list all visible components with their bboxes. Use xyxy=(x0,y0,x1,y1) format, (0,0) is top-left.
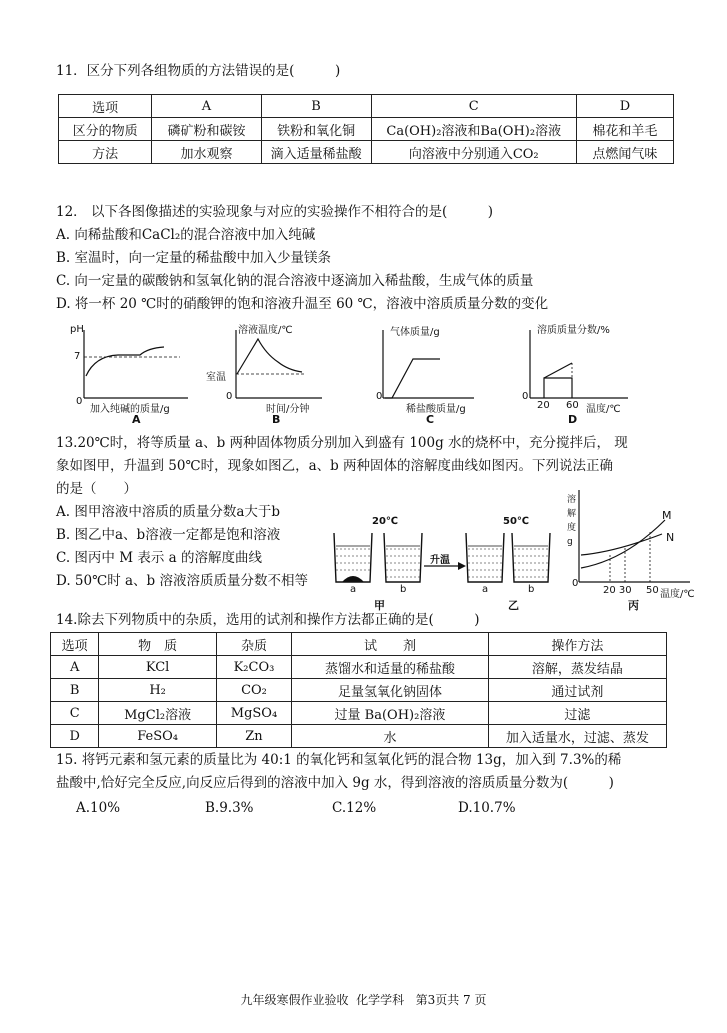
q13-temp-20: 20℃ xyxy=(372,516,399,527)
q13-sol-origin: 0 xyxy=(572,578,579,589)
graph-a-tick: 7 xyxy=(74,351,81,362)
q12-option-d: D. 将一杯 20 ℃时的硝酸钾的饱和溶液升温至 60 ℃，溶液中溶质质量分数的变化 xyxy=(56,296,549,312)
q14-table-cell: 蒸馏水和适量的稀盐酸 xyxy=(292,656,489,679)
q14-table xyxy=(50,632,667,748)
q11-table-cell: D xyxy=(576,95,673,118)
q14-table-cell: MgCl₂溶液 xyxy=(99,702,217,725)
q13-sol-tick50: 50 xyxy=(646,585,659,596)
graph-c-origin: 0 xyxy=(376,391,383,402)
page-footer: 九年级寒假作业验收 化学学科 第3页共 7 页 xyxy=(240,993,487,1007)
q13-curve-m: M xyxy=(662,509,672,522)
q11-table-cell: 棉花和羊毛 xyxy=(576,118,673,141)
q11-table-cell: 方法 xyxy=(59,141,152,164)
q12-option-a: A. 向稀盐酸和CaCl₂的混合溶液中加入纯碱 xyxy=(56,227,316,243)
graph-d-caption: D xyxy=(568,413,578,426)
q11-table-cell: 区分的物质 xyxy=(59,118,152,141)
q14-table-cell: 试 剂 xyxy=(292,633,489,656)
q14-table-cell: 溶解，蒸发结晶 xyxy=(488,656,666,679)
q13-sol-ticks: 20 30 xyxy=(603,585,632,596)
q15-answer-b: B.9.3% xyxy=(205,800,254,816)
q14-table-cell: Zn xyxy=(216,725,291,748)
q14-table-cell: 水 xyxy=(292,725,489,748)
graph-c-ylabel: 气体质量/g xyxy=(390,327,440,338)
q15-answer-d: D.10.7% xyxy=(458,800,516,816)
graph-c-xlabel: 稀盐酸质量/g xyxy=(406,404,466,415)
q14-stem: 14.除去下列物质中的杂质，选用的试剂和操作方法都正确的是( ) xyxy=(56,612,480,628)
q11-table-cell: 加水观察 xyxy=(152,141,261,164)
q14-table-cell: 通过试剂 xyxy=(488,679,666,702)
q13-solubility-ylabel: 溶解度g xyxy=(567,495,577,547)
q11-table-cell: C xyxy=(371,95,576,118)
q13-beaker-b2: b xyxy=(528,584,535,595)
graph-b-origin: 0 xyxy=(226,391,233,402)
q13-option-b: B. 图乙中a、b溶液一定都是饱和溶液 xyxy=(56,527,281,543)
q11-table-cell: A xyxy=(152,95,261,118)
q14-table-cell: C xyxy=(51,702,99,725)
q14-table-cell: 杂质 xyxy=(216,633,291,656)
graph-a-origin: 0 xyxy=(76,396,83,407)
q14-table-cell: 加入适量水，过滤、蒸发 xyxy=(488,725,666,748)
q14-table-cell: H₂ xyxy=(99,679,217,702)
q14-table-cell: MgSO₄ xyxy=(216,702,291,725)
graph-b-ylabel: 溶液温度/℃ xyxy=(238,325,293,336)
q13-option-c: C. 图丙中 M 表示 a 的溶解度曲线 xyxy=(56,550,262,566)
graph-d-origin: 0 xyxy=(522,391,529,402)
q13-line-1: 13.20℃时，将等质量 a、b 两种固体物质分别加入到盛有 100g 水的烧杯中，充分搅拌后， 现 xyxy=(56,435,628,451)
q11-stem: 11．区分下列各组物质的方法错误的是( ) xyxy=(56,63,341,79)
q11-table-cell: Ca(OH)₂溶液和Ba(OH)₂溶液 xyxy=(371,118,576,141)
graph-d-ylabel: 溶质质量分数/% xyxy=(537,325,610,336)
q13-curve-n: N xyxy=(666,531,675,544)
q12-option-c: C. 向一定量的碳酸钠和氢氧化钠的混合溶液中逐滴加入稀盐酸，生成气体的质量 xyxy=(56,273,534,289)
q14-table-cell: K₂CO₃ xyxy=(216,656,291,679)
q14-table-cell: 足量氢氧化钠固体 xyxy=(292,679,489,702)
q15-line-2: 盐酸中,恰好完全反应,向反应后得到的溶液中加入 9g 水，得到溶液的溶质质量分数为( ) xyxy=(56,775,614,791)
q15-answer-a: A.10% xyxy=(76,800,121,816)
q11-table-cell: 滴入适量稀盐酸 xyxy=(261,141,371,164)
graph-b-xlabel: 时间/分钟 xyxy=(266,404,310,415)
q13-sol-xlabel: 温度/℃ xyxy=(660,589,695,600)
graph-a-xlabel: 加入纯碱的质量/g xyxy=(90,404,170,415)
q13-temp-50: 50℃ xyxy=(503,516,530,527)
q14-table-cell: A xyxy=(51,656,99,679)
q11-table-cell: 向溶液中分别通入CO₂ xyxy=(371,141,576,164)
q13-line-2: 象如图甲，升温到 50℃时，现象如图乙，a、b 两种固体的溶解度曲线如图丙。下列说法正确 xyxy=(56,458,614,474)
graph-b-tick: 室温 xyxy=(206,372,226,383)
q14-table-cell: D xyxy=(51,725,99,748)
graph-b-caption: B xyxy=(272,413,281,426)
q11-table-row xyxy=(59,118,674,141)
q14-table-row xyxy=(51,633,667,656)
q11-table-cell: 铁粉和氧化铜 xyxy=(261,118,371,141)
q14-table-cell: B xyxy=(51,679,99,702)
graph-a-caption: A xyxy=(132,413,141,426)
q13-line-3: 的是（ ） xyxy=(56,481,137,497)
q13-option-d: D. 50℃时 a、b 溶液溶质质量分数不相等 xyxy=(56,573,308,589)
graph-d-xlabel: 温度/℃ xyxy=(586,404,621,415)
q11-table-cell: 点燃闻气味 xyxy=(576,141,673,164)
q12-option-b: B. 室温时，向一定量的稀盐酸中加入少量镁条 xyxy=(56,250,332,266)
q14-table-row xyxy=(51,679,667,702)
q14-table-cell: 过滤 xyxy=(488,702,666,725)
q15-line-1: 15. 将钙元素和氢元素的质量比为 40:1 的氧化钙和氢氧化钙的混合物 13g，加入到 7.3%的稀 xyxy=(56,752,622,768)
q15-answer-c: C.12% xyxy=(332,800,377,816)
q13-cap-jia: 甲 xyxy=(374,599,385,612)
q11-table-cell: B xyxy=(261,95,371,118)
q13-cap-yi: 乙 xyxy=(508,599,519,612)
q14-table-cell: 过量 Ba(OH)₂溶液 xyxy=(292,702,489,725)
q14-table-cell: FeSO₄ xyxy=(99,725,217,748)
q13-beaker-a2: a xyxy=(482,584,489,595)
graph-c-caption: C xyxy=(426,413,435,426)
q14-table-cell: 选项 xyxy=(51,633,99,656)
graph-a-ylabel: pH xyxy=(70,324,84,335)
q13-cap-bing: 丙 xyxy=(628,599,639,612)
q11-table-cell: 选项 xyxy=(59,95,152,118)
q11-table-row xyxy=(59,141,674,164)
graph-d-tick-60: 60 xyxy=(566,400,579,411)
q13-solubility-svg xyxy=(0,0,120,110)
q14-table-row xyxy=(51,702,667,725)
q13-beaker-b1: b xyxy=(400,584,407,595)
q13-arrow-label: 升温 xyxy=(430,555,450,566)
q13-beaker-a1: a xyxy=(350,584,357,595)
q13-option-a: A. 图甲溶液中溶质的质量分数a大于b xyxy=(56,504,281,520)
q14-table-cell: KCl xyxy=(99,656,217,679)
q12-stem: 12． 以下各图像描述的实验现象与对应的实验操作不相符合的是( ) xyxy=(56,204,494,220)
q14-table-cell: 物 质 xyxy=(99,633,217,656)
q14-table-row xyxy=(51,725,667,748)
q14-table-cell: 操作方法 xyxy=(488,633,666,656)
graph-d-tick-20: 20 xyxy=(537,400,550,411)
q11-table-cell: 磷矿粉和碳铵 xyxy=(152,118,261,141)
q14-table-row xyxy=(51,656,667,679)
q14-table-cell: CO₂ xyxy=(216,679,291,702)
